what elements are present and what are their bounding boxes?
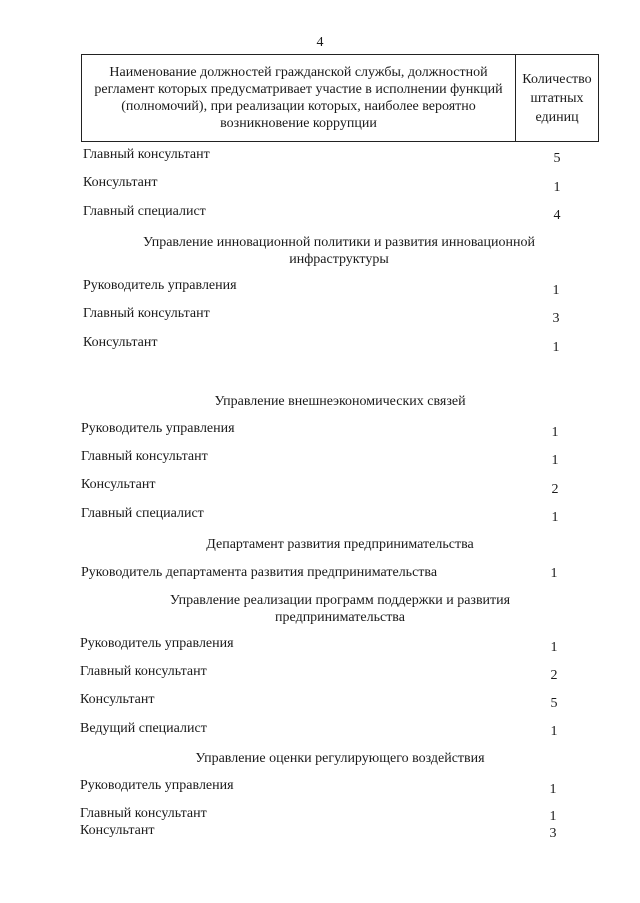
position-quantity: 1 (552, 340, 560, 355)
position-title: Консультант (83, 335, 158, 350)
section-heading: Управление инновационной политики и развития инновационной инфраструктуры (143, 235, 535, 267)
position-quantity: 1 (550, 640, 558, 655)
position-quantity: 1 (549, 809, 557, 824)
header-quantity-column: Количество штатных единиц (522, 71, 592, 125)
position-title: Ведущий специалист (80, 721, 207, 736)
position-quantity: 5 (550, 696, 558, 711)
position-title: Руководитель управления (80, 778, 234, 793)
position-quantity: 1 (550, 724, 558, 739)
position-quantity: 1 (549, 782, 557, 797)
position-title: Консультант (81, 477, 156, 492)
header-positions-column: Наименование должностей гражданской службы, должностной регламент которых предусматривает участие в исполнении функций (полномочий), при реализации которых, наиболее вероятно возникновение коррупции (82, 55, 516, 141)
position-title: Руководитель департамента развития предпринимательства (81, 565, 438, 580)
section-heading: Управление оценки регулирующего воздействия (195, 751, 485, 766)
position-title: Руководитель управления (80, 636, 234, 651)
section-heading: Управление внешнеэкономических связей (214, 394, 466, 409)
position-quantity: 1 (551, 510, 559, 525)
position-quantity: 2 (550, 668, 558, 683)
position-title: Главный специалист (83, 204, 206, 219)
position-quantity: 1 (551, 425, 559, 440)
position-quantity: 4 (553, 208, 561, 223)
position-quantity: 1 (553, 180, 561, 195)
section-heading: Департамент развития предпринимательства (206, 537, 474, 552)
position-title: Главный консультант (83, 147, 210, 162)
position-title: Главный консультант (81, 449, 208, 464)
position-title: Главный специалист (81, 506, 204, 521)
table-header (81, 54, 599, 142)
position-quantity: 1 (550, 566, 558, 581)
position-quantity: 1 (551, 453, 559, 468)
position-quantity: 2 (551, 482, 559, 497)
position-title: Консультант (83, 175, 158, 190)
position-title: Главный консультант (83, 306, 210, 321)
position-title: Консультант (80, 692, 155, 707)
position-quantity: 5 (553, 151, 561, 166)
position-quantity: 3 (549, 826, 557, 841)
position-title: Консультант (80, 823, 155, 838)
position-title: Руководитель управления (81, 421, 235, 436)
section-heading: Управление реализации программ поддержки и развития предпринимательства (169, 593, 511, 625)
position-title: Главный консультант (80, 806, 207, 821)
page-number: 4 (316, 35, 324, 50)
position-title: Главный консультант (80, 664, 207, 679)
position-title: Руководитель управления (83, 278, 237, 293)
position-quantity: 3 (552, 311, 560, 326)
position-quantity: 1 (552, 283, 560, 298)
